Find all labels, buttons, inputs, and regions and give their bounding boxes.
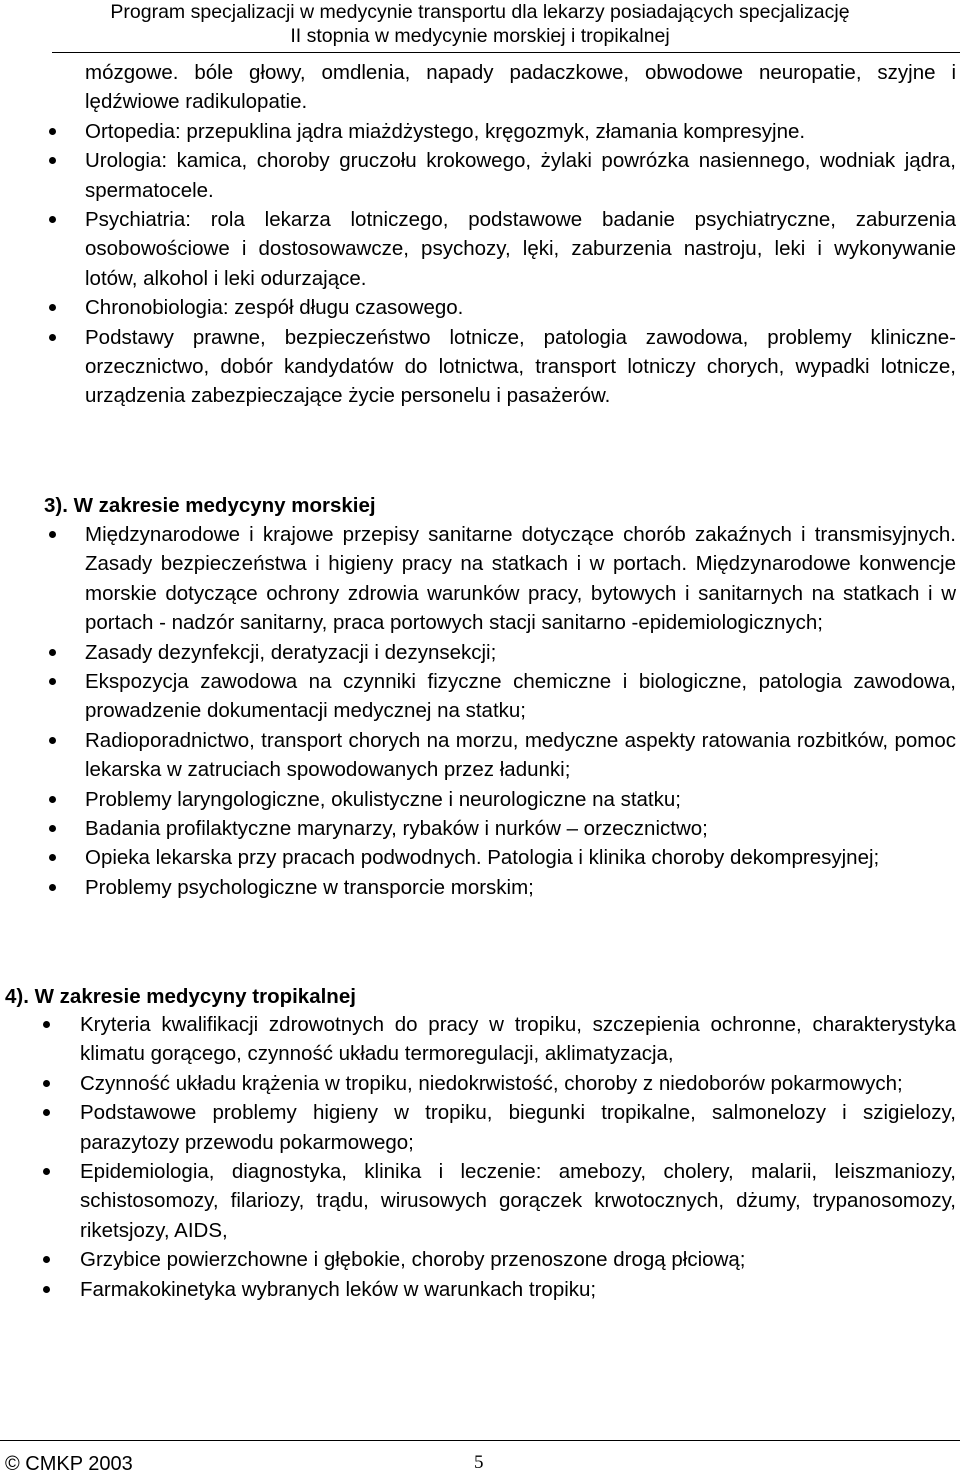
list-item-text: Radioporadnictwo, transport chorych na morzu, medyczne aspekty ratowania rozbitków, pomoc lekarska w zatruciach spowodowanych przez ładunki; [85,728,956,782]
list-item [0,667,960,726]
list-item [0,873,960,902]
bullet-icon [49,334,56,341]
list-item [0,1275,960,1304]
list-item [0,1245,960,1274]
bullet-icon [49,678,56,685]
section-heading-tropical: 4). W zakresie medycyny tropikalnej [5,985,356,1008]
list-item-text: Międzynarodowe i krajowe przepisy sanitarne dotyczące chorób zakaźnych i transmisyjnych. Zasady bezpieczeństwa i higieny pracy na statkach i w portach. Międzynarodowe konwencje morskie dotyczące ochrony zdrowia warunków pracy, bytowych i sanitarnych na statkach i w portach - nadzór sanitarny, praca portowych stacji sanitarno -epidemiologicznych; [85,523,956,635]
list-item [0,638,960,667]
list-item-text: Ortopedia: przepuklina jądra miażdżystego, kręgozmyk, złamania kompresyjne. [85,119,806,143]
list-item [0,1098,960,1157]
bullet-icon [49,649,56,656]
list-item-text: Czynność układu krążenia w tropiku, niedokrwistość, choroby z niedoborów pokarmowych; [80,1071,903,1095]
maritime-topics-list [0,520,960,902]
bullet-icon [49,531,56,538]
list-item-text: Opieka lekarska przy pracach podwodnych. Patologia i klinika choroby dekompresyjnej; [85,846,880,870]
list-item-text: Problemy psychologiczne w transporcie morskim; [85,875,534,899]
bullet-icon [49,128,56,135]
header-divider [52,52,960,53]
list-item-text: Ekspozycja zawodowa na czynniki fizyczne chemiczne i biologiczne, patologia zawodowa, prowadzenie dokumentacji medycznej na statku; [85,670,956,723]
bullet-icon [49,157,56,164]
bullet-icon [43,1080,50,1087]
header-title-line-2: II stopnia w medycynie morskiej i tropikalnej [290,25,670,47]
list-item-text: Kryteria kwalifikacji zdrowotnych do pracy w tropiku, szczepienia ochronne, charakterystyka klimatu gorącego, czynność układu termoregulacji, aklimatyzacja, [80,1013,956,1066]
list-item-chronobiology [0,293,960,322]
header-title-line-1: Program specjalizacji w medycynie transportu dla lekarzy posiadających specjalizację [110,1,850,23]
bullet-icon [49,216,56,223]
list-item [0,1157,960,1245]
aviation-topics-list [0,58,960,411]
list-item-text: Urologia: kamica, choroby gruczołu krokowego, żylaki powrózka nasiennego, wodniak jądra, spermatocele. [85,149,956,202]
bullet-icon [43,1109,50,1116]
list-item [0,1069,960,1098]
list-item [0,726,960,785]
list-item [0,814,960,843]
list-item-text: Epidemiologia, diagnostyka, klinika i leczenie: amebozy, cholery, malarii, leiszmaniozy, schistosomozy, filariozy, trądu, wirusowych gorączek krwotocznych, dżumy, trypanosomozy, riketsjozy, AIDS, [80,1160,956,1242]
list-item [0,520,960,638]
list-item-text: Podstawowe problemy higieny w tropiku, biegunki tropikalne, salmonelozy i szigielozy, parazytozy przewodu pokarmowego; [80,1101,956,1154]
list-item-text: Farmakokinetyka wybranych leków w warunkach tropiku; [80,1277,597,1301]
bullet-icon [49,884,56,891]
bullet-icon [49,796,56,803]
list-item-text: Grzybice powierzchowne i głębokie, choroby przenoszone drogą płciową; [80,1248,746,1272]
bullet-icon [49,304,56,311]
section-heading-maritime: 3). W zakresie medycyny morskiej [44,494,376,517]
list-item-orthopedics [0,117,960,146]
list-item [0,843,960,872]
list-item-text: mózgowe. bóle głowy, omdlenia, napady padaczkowe, obwodowe neuropatie, szyjne i lędźwiowe radikulopatie. [85,61,956,114]
bullet-icon [49,737,56,744]
bullet-icon [43,1286,50,1293]
page-number: 5 [474,1452,484,1473]
list-item-urology [0,146,960,205]
bullet-icon [49,825,56,832]
footer-divider [0,1440,960,1441]
list-item-text: Problemy laryngologiczne, okulistyczne i neurologiczne na statku; [85,787,681,811]
list-item [0,785,960,814]
bullet-icon [49,854,56,861]
bullet-icon [43,1256,50,1263]
list-item-psychiatry [0,205,960,293]
page-header [0,0,960,48]
footer-copyright: © CMKP 2003 [5,1453,133,1475]
list-item-text: Badania profilaktyczne marynarzy, rybaków i nurków – orzecznictwo; [85,817,708,841]
list-item [0,1010,960,1069]
tropical-topics-list [0,1010,960,1304]
bullet-icon [43,1168,50,1175]
list-item-text: Chronobiologia: zespół długu czasowego. [85,296,464,320]
list-item-text: Zasady dezynfekcji, deratyzacji i dezynsekcji; [85,640,497,664]
list-item-text: Podstawy prawne, bezpieczeństwo lotnicze, patologia zawodowa, problemy kliniczne-orzecznictwo, dobór kandydatów do lotnictwa, transport lotniczy chorych, wypadki lotnicze, urządzenia zabezpieczające życie personelu i pasażerów. [85,325,956,408]
list-item-continuation [0,58,960,117]
bullet-icon [43,1021,50,1028]
list-item-text: Psychiatria: rola lekarza lotniczego, podstawowe badanie psychiatryczne, zaburzenia osobowościowe i dostosowawcze, psychozy, lęki, zaburzenia nastroju, leki i wykonywanie lotów, alkohol i leki odurzające. [85,208,956,290]
list-item-legal-basis [0,323,960,411]
